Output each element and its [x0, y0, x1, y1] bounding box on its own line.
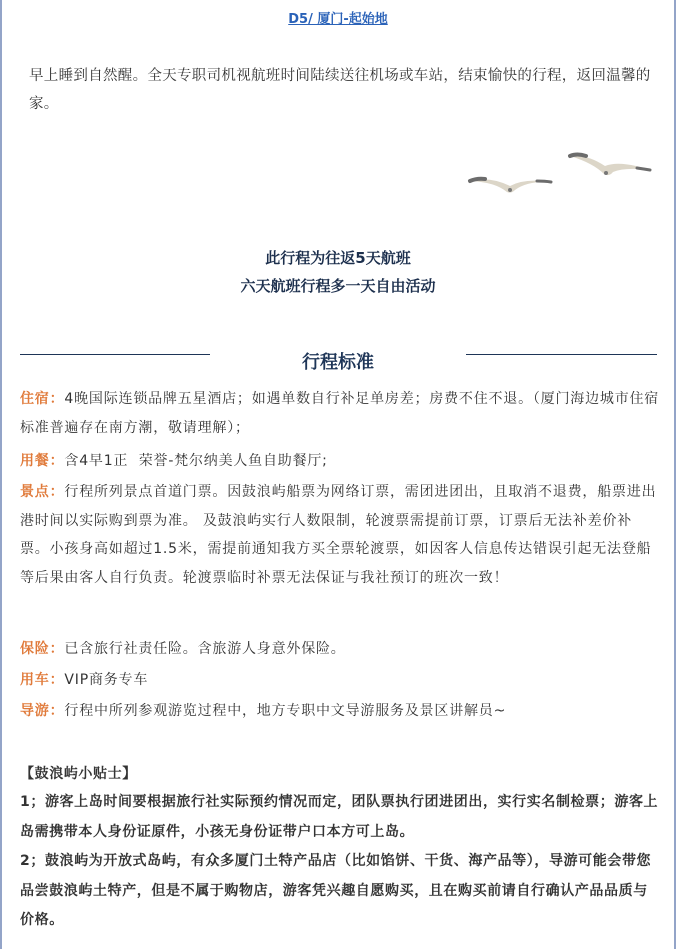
- standards-heading: 行程标准: [302, 352, 374, 373]
- standard-guide: [20, 697, 660, 726]
- guide-label: 导游：: [20, 703, 65, 719]
- standard-vehicle: [20, 666, 660, 695]
- standard-sights: [20, 478, 660, 592]
- standard-meals: [20, 447, 660, 476]
- insurance-label: 保险：: [20, 641, 65, 657]
- seagull-icon: [470, 179, 551, 193]
- vehicle-label: 用车：: [20, 672, 65, 688]
- note-round-trip: 此行程为往返5天航班: [265, 249, 411, 267]
- vehicle-text: VIP商务专车: [64, 672, 149, 688]
- insurance-text: 已含旅行社责任险。含旅游人身意外保险。: [64, 641, 346, 657]
- sights-label: 景点：: [20, 484, 65, 500]
- day-title-text: D5/ 厦门-起始地: [288, 12, 388, 27]
- accommodation-text: 4晚国际连锁品牌五星酒店；如遇单数自行补足单房差；房费不住不退。（厦门海边城市住宿标准普遍存在南方潮，敬请理解）；: [20, 391, 660, 436]
- guide-text: 行程中所列参观游览过程中，地方专职中文导游服务及景区讲解员~: [64, 703, 507, 719]
- divider-right: [466, 354, 657, 355]
- tip-item-2: 2；鼓浪屿为开放式岛屿，有众多厦门土特产品店（比如馅饼、干货、海产品等），导游可能会带您品尝鼓浪屿土特产，但是不属于购物店，游客凭兴趣自愿购买，且在购买前请自行确认产品品质与价格。: [20, 853, 652, 928]
- tips-title: 【鼓浪屿小贴士】: [20, 766, 137, 782]
- meals-label: 用餐：: [20, 453, 65, 469]
- tip-item-1: 1；游客上岛时间要根据旅行社实际预约情况而定，团队票执行团进团出，实行实名制检票；游客上岛需携带本人身份证原件，小孩无身份证带户口本方可上岛。: [20, 794, 659, 840]
- day-title: [0, 8, 676, 27]
- left-border: [0, 0, 2, 949]
- meals-text: 含4早1正 荣誉-梵尔纳美人鱼自助餐厅;: [64, 453, 328, 469]
- standard-accommodation: [20, 385, 660, 442]
- sights-text: 行程所列景点首道门票。因鼓浪屿船票为网络订票，需团进团出，且取消不退费，船票进出港时间以实际购到票为准。 及鼓浪屿实行人数限制，轮渡票需提前订票，订票后无法补差价补票。小孩身高如超过1.5米，需提前通知我方买全票轮渡票，如因客人信息传达错误引起无法登船等后果由客人自行负责。轮渡票临时补票无法保证与我社预订的班次一致！: [20, 484, 657, 586]
- accommodation-label: 住宿：: [20, 391, 65, 407]
- seagull-illustration: [465, 148, 655, 208]
- seagull-icon: [570, 155, 650, 176]
- day-intro: 早上睡到自然醒。全天专职司机视航班时间陆续送往机场或车站，结束愉快的行程，返回温馨的家。: [29, 68, 651, 112]
- note-six-day: 六天航班行程多一天自由活动: [240, 277, 436, 295]
- standard-insurance: [20, 635, 660, 664]
